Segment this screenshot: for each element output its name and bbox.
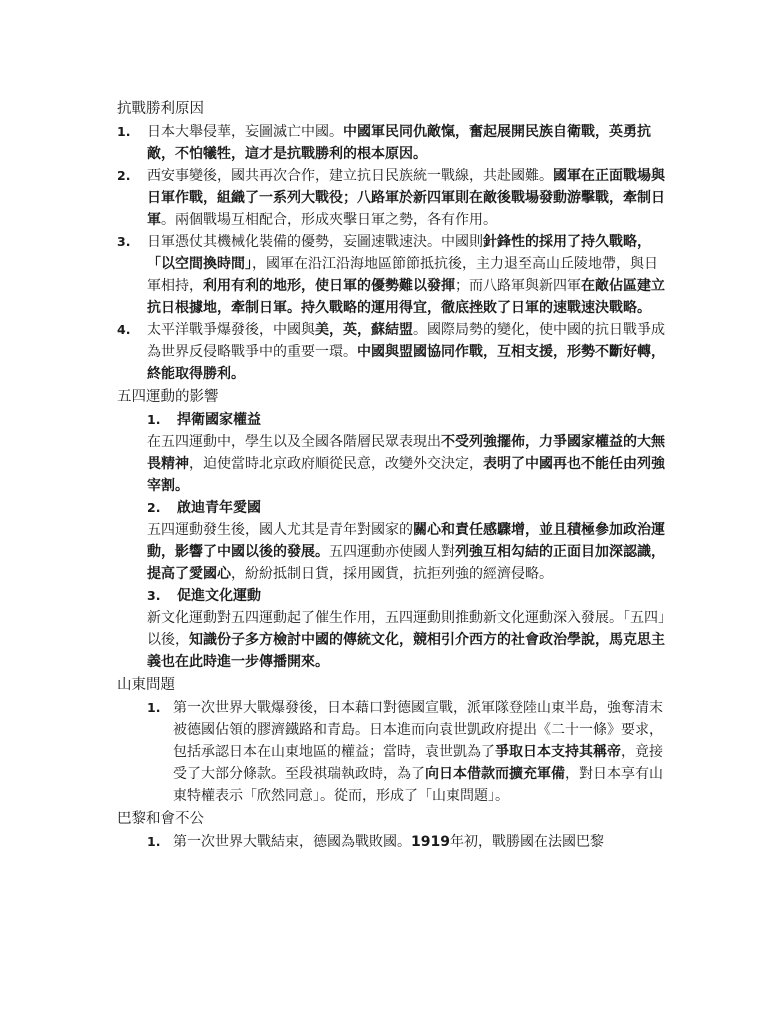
- item-text: ，國軍在沿江沿海地區節節抵抗後，主力退至高山丘陵地帶，與日軍相持，: [147, 256, 658, 294]
- item-text-bold: 國軍在正面戰場與日軍作戰，組織了一系列大戰役；八路軍於新四軍則在敵後戰場發動游擊戰，牽制日軍: [147, 168, 665, 228]
- numbered-list: [117, 121, 668, 385]
- item-number: 1.: [117, 124, 131, 139]
- item-text: ，對日本享有山東特權表示「欣然同意」。從而，形成了「山東問題」。: [173, 766, 663, 804]
- section-paris: [117, 807, 668, 853]
- para-text: ，迫使當時北京政府順從民意，改變外交決定，: [189, 456, 483, 472]
- subsection-number: 3.: [147, 588, 161, 603]
- list-item: [117, 697, 668, 807]
- item-text: ；而八路軍與新四軍: [455, 278, 581, 294]
- item-number: 1.: [147, 700, 161, 715]
- subsection-heading: [117, 585, 668, 607]
- para-text-bold: 列強互相勾結的正面目加深認識，提高了愛國心: [147, 544, 665, 582]
- para-text: 新文化運動對五四運動起了催生作用，五四運動則推動新文化運動深入發展。「五四」以後，: [147, 610, 665, 648]
- item-text: 太平洋戰爭爆發後，中國與: [147, 322, 315, 338]
- subsection-heading: [117, 497, 668, 519]
- item-text-bold: 利用有利的地形，使日軍的優勢難以發揮: [203, 278, 455, 294]
- item-text-bold: 在敵佔區建立抗日根據地，牽制日軍。持久戰略的運用得宜，徹底挫敗了日軍的速戰速決戰略。: [147, 278, 665, 316]
- section-heading: 巴黎和會不公: [117, 811, 204, 827]
- para-text-bold: 不受列強擺佈，力爭國家權益的大無畏精神: [147, 434, 665, 472]
- section-victory-reasons: [117, 97, 668, 385]
- item-text: 。兩個戰場互相配合，形成夾擊日軍之勢，各有作用。: [161, 212, 497, 228]
- section-shandong: [117, 673, 668, 807]
- list-item: [117, 165, 668, 231]
- item-text: ，竟接受了大部分條款。至段祺瑞執政時，為了: [173, 744, 663, 782]
- item-text: 第一次世界大戰爆發後，日本藉口對德國宣戰，派軍隊登陸山東半島，強奪清末被德國佔領的膠濟鐵路和青島。日本進而向袁世凱政府提出《二十一條》要求，包括承認日本在山東地區的權益；當時，袁世凱為了: [173, 700, 663, 760]
- item-text-bold: 中國與盟國協同作戰，互相支援，形勢不斷好轉，終能取得勝利。: [147, 344, 665, 382]
- section-heading: 五四運動的影響: [117, 389, 219, 405]
- item-text: 西安事變後，國共再次合作，建立抗日民族統一戰線，共赴國難。: [147, 168, 553, 184]
- numbered-list: [117, 831, 668, 853]
- para-text: ，紛紛抵制日貨，採用國貨，抗拒列強的經濟侵略。: [231, 566, 553, 582]
- para-text-bold: 關心和責任感驟增，並且積極參加政治運動，影響了中國以後的發展。: [147, 522, 665, 560]
- item-text: 第一次世界大戰結束，德國為戰敗國。: [173, 834, 411, 850]
- item-text-bold: 美，英，蘇結盟: [315, 322, 413, 338]
- subsection-number: 1.: [147, 412, 161, 427]
- para-text: 在五四運動中，學生以及全國各階層民眾表現出: [147, 434, 441, 450]
- item-text-bold: 爭取日本支持其稱帝: [495, 744, 621, 760]
- para-text-bold: 表明了中國再也不能任由列強宰割。: [147, 456, 665, 494]
- item-text: 。國際局勢的變化，使中國的抗日戰爭成為世界反侵略戰爭中的重要一環。: [147, 322, 665, 360]
- section-may4-impact: [117, 385, 668, 673]
- item-number: 1.: [147, 834, 161, 849]
- list-item: [117, 121, 668, 165]
- para-text: 五四運動發生後，國人尤其是青年對國家的: [147, 522, 413, 538]
- para-text: 五四運動亦使國人對: [329, 544, 455, 560]
- item-number: 4.: [117, 322, 131, 337]
- item-number: 3.: [117, 234, 131, 249]
- subsection-title: 啟迪青年愛國: [177, 500, 261, 516]
- item-number: 2.: [117, 168, 131, 183]
- subsection-number: 2.: [147, 500, 161, 515]
- item-text-bold: 1919: [411, 834, 450, 850]
- list-item: [117, 319, 668, 385]
- item-text: 日本大舉侵華，妄圖滅亡中國。: [147, 124, 343, 140]
- subsection-paragraph: [117, 519, 668, 585]
- item-text-bold: 中國軍民同仇敵愾，奮起展開民族自衛戰，英勇抗敵，不怕犧牲，這才是抗戰勝利的根本原因。: [147, 124, 651, 162]
- item-text-bold: 針鋒性的採用了持久戰略，「以空間換時間」: [147, 234, 651, 272]
- para-text-bold: 知識份子多方檢討中國的傳統文化，競相引介西方的社會政治學說，馬克思主義也在此時進一步傳播開來。: [147, 632, 665, 670]
- numbered-list: [117, 697, 668, 807]
- subsection-heading: [117, 409, 668, 431]
- item-text: 日軍憑仗其機械化裝備的優勢，妄圖速戰速決。中國則: [147, 234, 483, 250]
- subsection-paragraph: [117, 607, 668, 673]
- item-text: 年初，戰勝國在法國巴黎: [449, 834, 604, 850]
- list-item: [117, 231, 668, 319]
- subsection-title: 促進文化運動: [177, 588, 261, 604]
- item-text-bold: 向日本借款而擴充軍備: [425, 766, 565, 782]
- section-heading: 抗戰勝利原因: [117, 101, 204, 117]
- list-item: [117, 831, 668, 853]
- section-heading: 山東問題: [117, 677, 175, 693]
- subsection-title: 捍衛國家權益: [177, 412, 261, 428]
- subsection-paragraph: [117, 431, 668, 497]
